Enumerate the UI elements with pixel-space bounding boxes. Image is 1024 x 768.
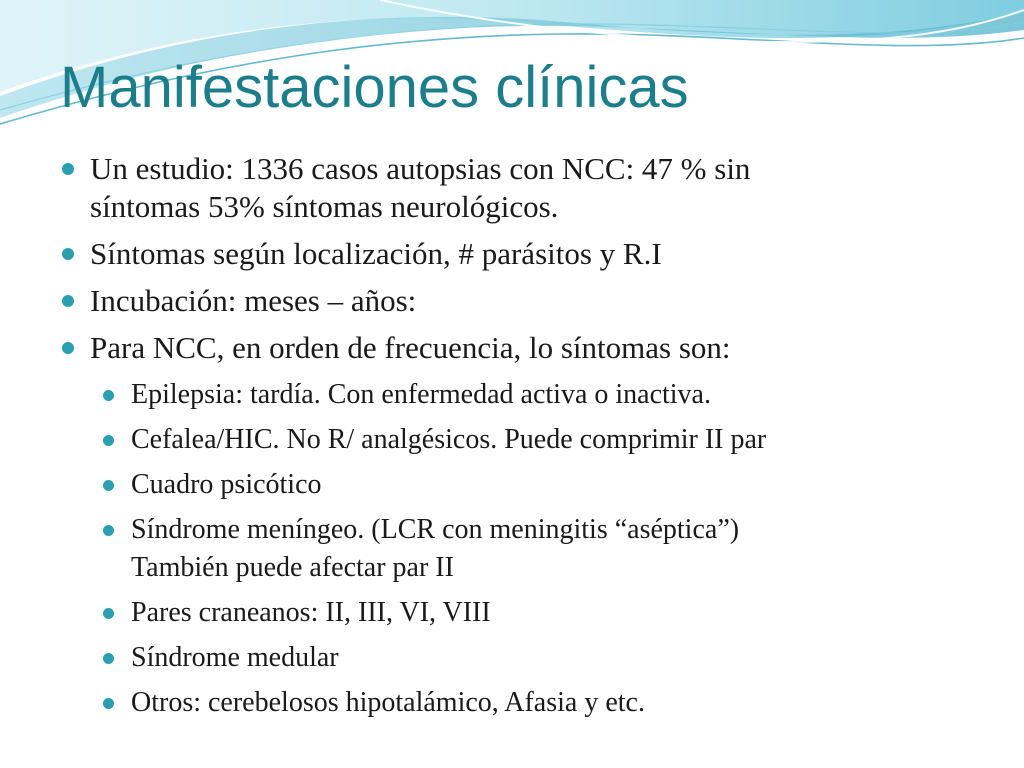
sub-bullet-item <box>103 511 992 587</box>
sub-bullet-line: Síndrome meníngeo. (LCR con meningitis “aséptica”) <box>131 514 740 545</box>
bullet-item <box>62 150 992 226</box>
sub-bullet-item <box>103 639 992 677</box>
bullet-dot-icon <box>62 295 74 307</box>
sub-bullet-item <box>103 684 992 722</box>
bullet-item <box>62 329 992 367</box>
bullet-line: Incubación: meses – años: <box>90 283 417 318</box>
bullet-line: Un estudio: 1336 casos autopsias con NCC: 47 % sin <box>90 151 751 186</box>
bullet-dot-icon <box>62 163 74 175</box>
sub-bullet-item <box>103 421 992 459</box>
sub-bullet-item <box>103 376 992 414</box>
sub-bullet-line: Síndrome medular <box>131 642 339 673</box>
sub-bullet-line: Cefalea/HIC. No R/ analgésicos. Puede comprimir II par <box>131 424 767 455</box>
bullet-dot-icon <box>62 342 74 354</box>
bullet-line: síntomas 53% síntomas neurológicos. <box>90 189 559 224</box>
sub-bullet-item <box>103 594 992 632</box>
bullet-item <box>62 235 992 273</box>
sub-bullet-dot-icon <box>103 435 114 446</box>
sub-bullet-item <box>103 466 992 504</box>
sub-bullet-line: Cuadro psicótico <box>131 469 322 500</box>
sub-bullet-line: Otros: cerebelosos hipotalámico, Afasia y etc. <box>131 687 645 718</box>
bullet-list <box>62 150 992 729</box>
bullet-line: Síntomas según localización, # parásitos y R.I <box>90 236 662 271</box>
sub-bullet-dot-icon <box>103 698 114 709</box>
sub-bullet-dot-icon <box>103 480 114 491</box>
sub-bullet-line: Pares craneanos: II, III, VI, VIII <box>131 597 491 628</box>
bullet-item <box>62 282 992 320</box>
sub-bullet-dot-icon <box>103 525 114 536</box>
sub-bullet-line: Epilepsia: tardía. Con enfermedad activa o inactiva. <box>131 379 711 410</box>
bullet-line: Para NCC, en orden de frecuencia, lo síntomas son: <box>90 330 731 365</box>
slide-title: Manifestaciones clínicas <box>60 55 689 120</box>
sub-bullet-dot-icon <box>103 390 114 401</box>
sub-bullet-line: También puede afectar par II <box>131 552 454 583</box>
sub-bullet-dot-icon <box>103 653 114 664</box>
sub-bullet-dot-icon <box>103 608 114 619</box>
bullet-dot-icon <box>62 248 74 260</box>
